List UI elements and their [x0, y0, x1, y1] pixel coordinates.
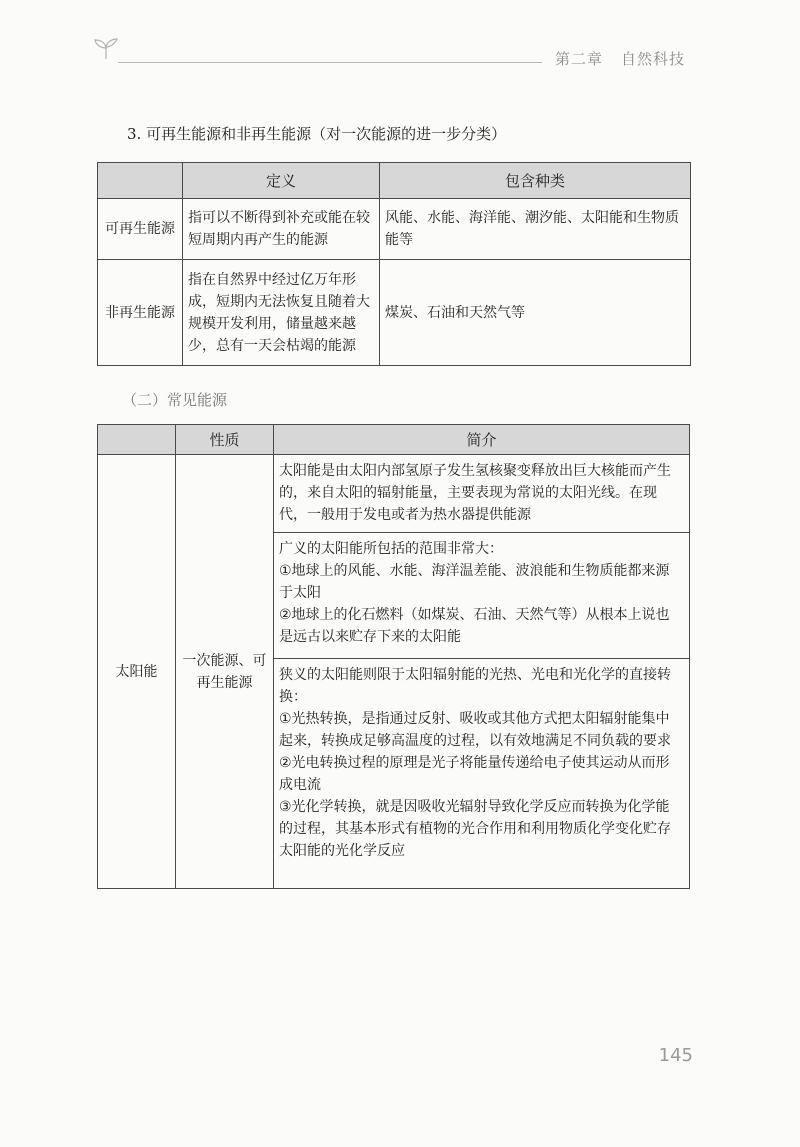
chapter-header [555, 46, 705, 72]
intro-line: ③光化学转换，就是因吸收光辐射导致化学反应而转换为化学能的过程，其基本形式有植物的光合作用和利用物质化学变化贮存太阳能的光化学反应 [279, 799, 671, 859]
table-row [98, 199, 691, 260]
row-header: 太阳能 [98, 455, 176, 889]
types-cell: 风能、水能、海洋能、潮汐能、太阳能和生物质能等 [380, 199, 691, 260]
row-header: 非再生能源 [98, 260, 183, 366]
property-cell: 一次能源、可再生能源 [176, 455, 274, 889]
definition-cell: 指在自然界中经过亿万年形成，短期内无法恢复且随着大规模开发利用，储量越来越少，总有一天会枯竭的能源 [183, 260, 380, 366]
definition-cell: 指可以不断得到补充或能在较短周期内再产生的能源 [183, 199, 380, 260]
intro-cell [274, 533, 690, 659]
intro-line: ②光电转换过程的原理是光子将能量传递给电子使其运动从而形成电流 [279, 755, 670, 793]
common-energy-table [97, 424, 690, 889]
intro-line: ①地球上的风能、水能、海洋温差能、波浪能和生物质能都来源于太阳 [279, 563, 670, 601]
column-header [98, 163, 183, 199]
intro-line: ①光热转换，是指通过反射、吸收或其他方式把太阳辐射能集中起来，转换成足够高温度的过程，以有效地满足不同负载的要求 [279, 711, 671, 749]
intro-line: 广义的太阳能所包括的范围非常大： [279, 541, 503, 557]
intro-cell [274, 659, 690, 889]
column-header: 包含种类 [380, 163, 691, 199]
sprout-icon [92, 38, 120, 60]
column-header: 定义 [183, 163, 380, 199]
table-header-row [98, 425, 690, 455]
table-row [98, 260, 691, 366]
page-number: 145 [658, 1045, 693, 1066]
column-header: 简介 [274, 425, 690, 455]
energy-classification-table [97, 162, 691, 366]
table-row [98, 455, 690, 533]
intro-cell: 太阳能是由太阳内部氢原子发生氢核聚变释放出巨大核能而产生的，来自太阳的辐射能量，主要表现为常说的太阳光线。在现代，一般用于发电或者为热水器提供能源 [274, 455, 690, 533]
section-label: 自然科技 [621, 50, 686, 68]
column-header [98, 425, 176, 455]
chapter-label: 第二章 [555, 50, 604, 68]
intro-line: 狭义的太阳能则限于太阳辐射能的光热、光电和光化学的直接转换： [279, 667, 671, 705]
intro-line: ②地球上的化石燃料（如煤炭、石油、天然气等）从根本上说也是远古以来贮存下来的太阳能 [279, 607, 670, 645]
row-header: 可再生能源 [98, 199, 183, 260]
table-header-row [98, 163, 691, 199]
types-cell: 煤炭、石油和天然气等 [380, 260, 691, 366]
section-title: 3. 可再生能源和非再生能源（对一次能源的进一步分类） [127, 125, 507, 143]
header-rule [118, 62, 542, 63]
subsection-title: （二）常见能源 [122, 391, 228, 409]
column-header: 性质 [176, 425, 274, 455]
